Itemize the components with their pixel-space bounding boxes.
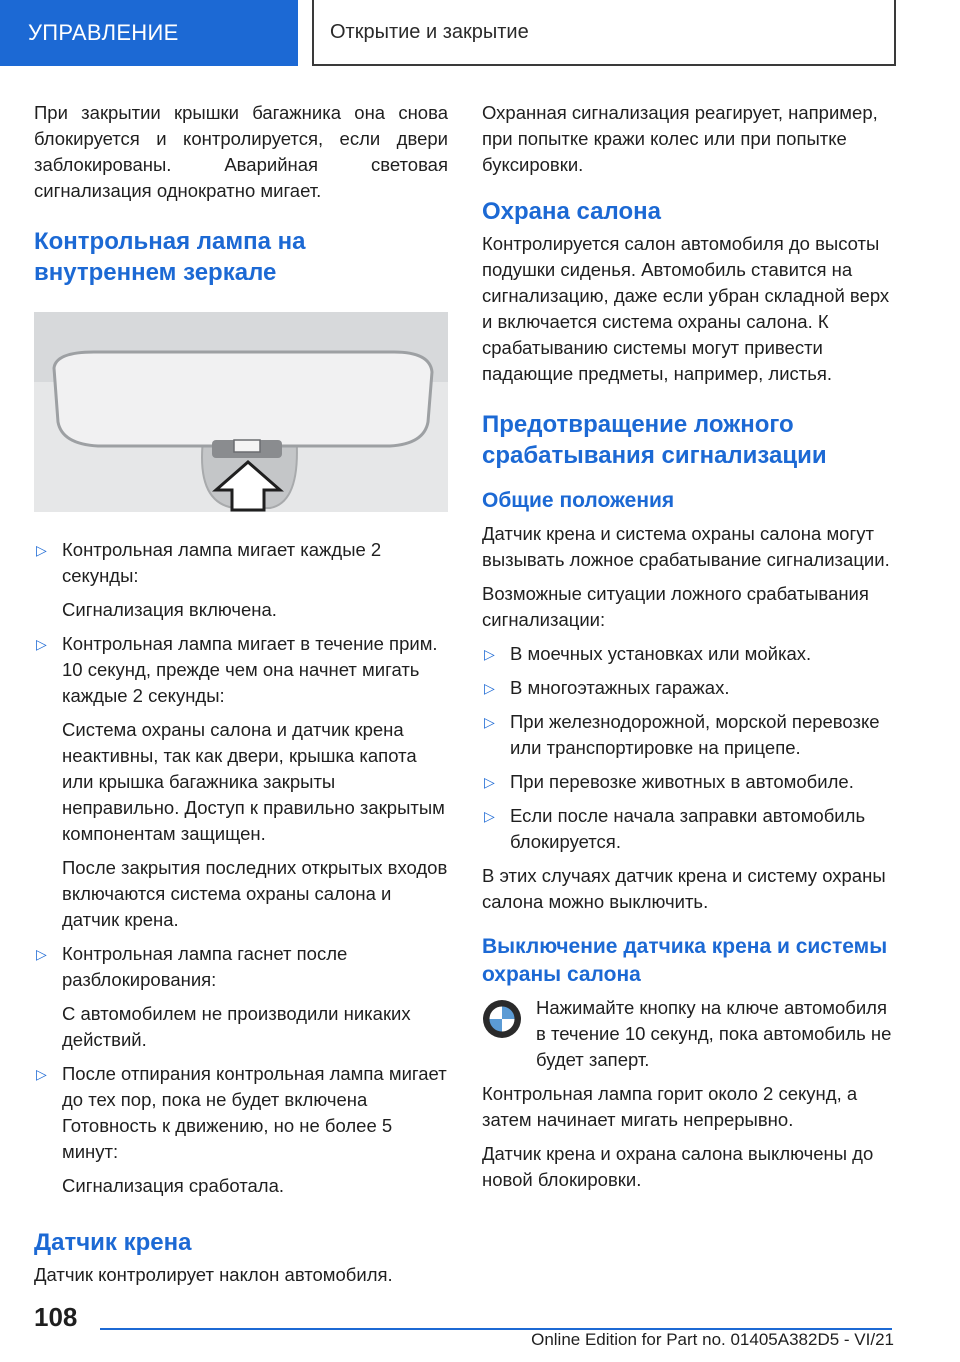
situations-intro: Возможные ситуации ложного срабатывания сигнализации:: [482, 583, 869, 630]
page-number: 108: [34, 1302, 78, 1332]
list-item-result: Сигнализация сработала.: [62, 1175, 285, 1196]
subheading-switch-off: Выключение датчика крена и системы охраны салона: [482, 935, 888, 986]
interior-paragraph: Контролируется салон автомобиля до высоты подушки сиденья. Автомобиль ставится на сигнализацию, даже если убран складной верх и включается система охраны салона. К срабатыванию системы могут привести падающие предметы, например, листья.: [482, 233, 890, 384]
heading-interior-protection: Охрана салона: [482, 198, 661, 225]
lamp-status-list: [34, 537, 448, 1199]
chapter-tab: УПРАВЛЕНИЕ: [0, 0, 298, 66]
list-item-text: В моечных установках или мойках.: [510, 643, 812, 664]
list-item-text: При перевозке животных в автомобиле.: [510, 771, 854, 792]
situations-outro: В этих случаях датчик крена и систему охраны салона можно выключить.: [482, 865, 886, 912]
bullet-triangle-icon: ▷: [484, 646, 495, 662]
section-title: Открытие и закрытие: [312, 0, 896, 66]
bullet-triangle-icon: ▷: [36, 946, 47, 962]
right-column: [482, 100, 900, 1201]
bullet-triangle-icon: ▷: [36, 542, 47, 558]
bullet-triangle-icon: ▷: [484, 714, 495, 730]
list-item-result: Система охраны салона и датчик крена неактивны, так как двери, крышка капота или крышка багажника закрыты неправильно. Доступ к правильно закрытым компонентам защищен.: [62, 719, 445, 844]
list-item: [34, 1061, 448, 1199]
intro-paragraph: При закрытии крышки багажника она снова блокируется и контролируется, если двери заблокированы. Аварийная световая сигнализация однократно мигает.: [34, 102, 448, 201]
list-item: [34, 941, 448, 1053]
key-instruction: [482, 995, 900, 1081]
footer-edition: Online Edition for Part no. 01405A382D5 - VI/21: [531, 1330, 894, 1349]
list-item-text: При железнодорожной, морской перевозке или транспортировке на прицепе.: [510, 711, 880, 758]
bullet-triangle-icon: ▷: [484, 808, 495, 824]
list-item: [482, 769, 900, 795]
list-item: [34, 537, 448, 623]
list-item-text: Контрольная лампа гаснет после разблокирования:: [62, 943, 348, 990]
list-item: [34, 631, 448, 933]
alarm-intro-paragraph: Охранная сигнализация реагирует, например, при попытке кражи колес или при попытке буксировки.: [482, 102, 878, 175]
bullet-triangle-icon: ▷: [484, 680, 495, 696]
heading-control-lamp: Контрольная лампа на внутреннем зеркале: [34, 228, 306, 286]
list-item-result: Сигнализация включена.: [62, 599, 277, 620]
list-item: [482, 803, 900, 855]
bullet-triangle-icon: ▷: [36, 1066, 47, 1082]
general-paragraph: Датчик крена и система охраны салона могут вызывать ложное срабатывание сигнализации.: [482, 523, 890, 570]
bullet-triangle-icon: ▷: [484, 774, 495, 790]
list-item-text: После отпирания контрольная лампа мигает до тех пор, пока не будет включена Готовность к движению, но не более 5 минут:: [62, 1063, 447, 1162]
heading-false-alarm: Предотвращение ложного срабатывания сигнализации: [482, 411, 827, 469]
false-alarm-situations-list: [482, 641, 900, 855]
list-item-result: С автомобилем не производили никаких действий.: [62, 1003, 411, 1050]
list-item-text: Контрольная лампа мигает в течение прим. 10 секунд, прежде чем она начнет мигать каждые 2 секунды:: [62, 633, 438, 706]
list-item: [482, 675, 900, 701]
subheading-general: Общие положения: [482, 489, 675, 512]
list-item-text: В многоэтажных гаражах.: [510, 677, 730, 698]
list-item: [482, 641, 900, 667]
heading-tilt-sensor: Датчик крена: [34, 1229, 192, 1256]
list-item-text: Если после начала заправки автомобиль блокируется.: [510, 805, 866, 852]
list-item-result: После закрытия последних открытых входов включаются система охраны салона и датчик крена.: [62, 857, 448, 930]
lamp-paragraph: Контрольная лампа горит около 2 секунд, а затем начинает мигать непрерывно.: [482, 1083, 858, 1130]
rearview-mirror-illustration: [34, 312, 448, 512]
key-paragraph: Нажимайте кнопку на ключе автомобиля в течение 10 секунд, пока автомобиль не будет заперт.: [536, 997, 892, 1070]
bullet-triangle-icon: ▷: [36, 636, 47, 652]
list-item-text: Контрольная лампа мигает каждые 2 секунды:: [62, 539, 382, 586]
left-column: [34, 100, 448, 1296]
tilt-paragraph: Датчик контролирует наклон автомобиля.: [34, 1264, 393, 1285]
bmw-key-icon: [482, 999, 522, 1039]
final-paragraph: Датчик крена и охрана салона выключены до новой блокировки.: [482, 1143, 874, 1190]
list-item: [482, 709, 900, 761]
